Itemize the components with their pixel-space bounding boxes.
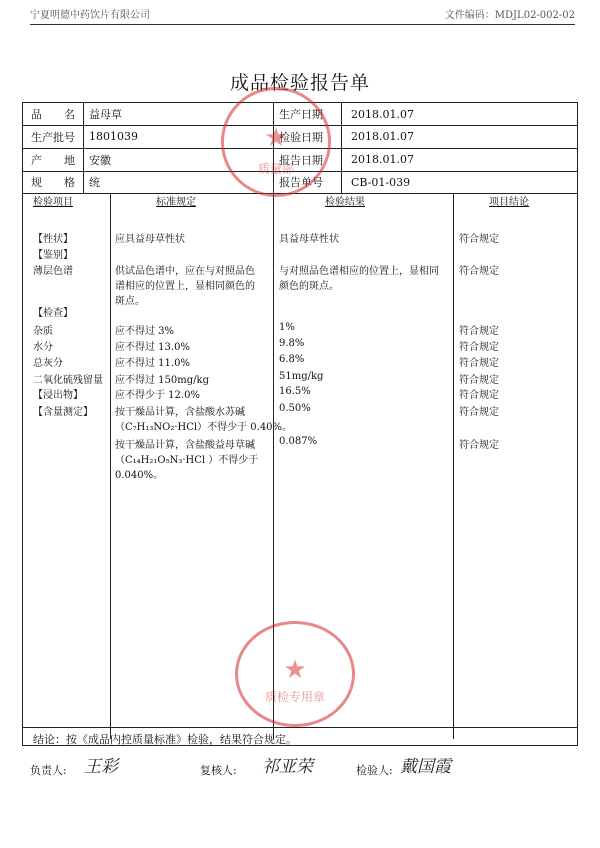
row-conclusion: 符合规定 [459, 342, 499, 353]
row-conclusion: 符合规定 [459, 440, 499, 451]
report-date-label: 报告日期 [279, 153, 323, 167]
report-no-value: CB-01-039 [351, 175, 411, 189]
row-item: 【含量测定】 [33, 407, 93, 418]
row-standard-line: 应具益母草性状 [115, 234, 185, 245]
col-header-item: 检验项目 [33, 197, 73, 208]
row-result-line: 6.8% [279, 354, 305, 365]
row-item: 【检查】 [33, 308, 73, 319]
report-no-label: 报告单号 [279, 176, 323, 189]
reviewer-label: 复核人: [200, 764, 237, 777]
prod-date-value: 2018.01.07 [351, 107, 414, 121]
row-item: 【鉴别】 [33, 250, 73, 261]
row-result-line: 1% [279, 322, 295, 333]
company-name: 宁夏明德中药饮片有限公司 [30, 10, 150, 21]
row-item: 【性状】 [33, 234, 73, 245]
stamp-star-icon: ★ [283, 655, 307, 685]
row-standard-line: 0.040%。 [115, 470, 164, 481]
row-standard-line: 应不得过 13.0% [115, 342, 190, 353]
row-result-line: 9.8% [279, 338, 305, 349]
row-standard-line: 斑点。 [115, 296, 145, 307]
row-conclusion: 符合规定 [459, 407, 499, 418]
qc-stamp [235, 621, 355, 727]
row-conclusion: 符合规定 [459, 326, 499, 337]
report-date-value: 2018.01.07 [351, 153, 414, 166]
prod-date-label: 生产日期 [279, 108, 323, 121]
batch-value: 1801039 [89, 130, 138, 143]
responsible-label: 负责人: [30, 764, 67, 777]
row-conclusion: 符合规定 [459, 358, 499, 369]
row-standard-line: 应不得过 11.0% [115, 358, 190, 369]
row-result-line: 16.5% [279, 386, 311, 397]
row-result-line: 0.087% [279, 436, 318, 447]
quality-dept-stamp [221, 87, 331, 197]
row-result-line: 51mg/kg [279, 371, 324, 382]
test-date-label: 检验日期 [279, 130, 323, 144]
inspector-label: 检验人: [356, 764, 393, 777]
product-value: 益母草 [89, 108, 122, 121]
col-header-conclusion: 项目结论 [489, 197, 529, 208]
row-conclusion: 符合规定 [459, 390, 499, 401]
row-standard-line: 应不得过 150mg/kg [115, 375, 209, 386]
row-standard-line: （C₁₄H₂₁O₅N₃·HCl ）不得少于 [115, 455, 259, 466]
row-result-line: 0.50% [279, 403, 311, 414]
row-standard-line: 供试品色谱中，应在与对照品色 [115, 266, 255, 277]
product-label: 品 名 [31, 108, 75, 121]
row-standard-line: 应不得过 3% [115, 326, 175, 337]
conclusion-text: 结论：按《成品内控质量标准》检验，结果符合规定。 [33, 733, 297, 746]
row-standard-line: 应不得少于 12.0% [115, 390, 200, 401]
report-title: 成品检验报告单 [229, 72, 370, 94]
row-item: 杂质 [33, 326, 53, 337]
batch-label: 生产批号 [31, 130, 75, 144]
row-standard-line: 按干燥品计算，含盐酸水苏碱 [115, 407, 245, 418]
row-conclusion: 符合规定 [459, 234, 499, 245]
row-conclusion: 符合规定 [459, 266, 499, 277]
row-result-line: 具益母草性状 [279, 234, 339, 245]
row-item: 二氧化硫残留量 [33, 375, 103, 386]
test-date-value: 2018.01.07 [351, 130, 414, 143]
row-standard-line: 谱相应的位置上，显相同颜色的 [115, 281, 255, 292]
document-header [30, 0, 575, 25]
document-code: 文件编码：MDJL02-002-02 [444, 10, 575, 21]
responsible-signature: 王彩 [84, 757, 118, 777]
row-result-line: 颜色的斑点。 [279, 281, 339, 292]
row-item: 水分 [33, 342, 53, 353]
row-standard-line: （C₇H₁₃NO₂·HCl）不得少于 0.40%。 [115, 422, 293, 433]
row-result-line: 与对照品色谱相应的位置上，显相同 [279, 266, 439, 277]
origin-label: 产 地 [31, 153, 75, 167]
row-item: 薄层色谱 [33, 266, 73, 277]
stamp-star-icon: ★ [264, 122, 288, 153]
row-standard-line: 按干燥品计算，含盐酸益母草碱 [115, 440, 255, 451]
col-header-standard: 标准规定 [156, 197, 196, 208]
row-conclusion: 符合规定 [459, 375, 499, 386]
origin-value: 安徽 [89, 153, 111, 167]
spec-label: 规 格 [31, 176, 75, 189]
col-header-result: 检验结果 [325, 197, 365, 208]
spec-value: 统 [89, 176, 100, 189]
stamp-bottom-text: 质检专用章 [264, 690, 325, 704]
report-table [22, 102, 578, 746]
stamp-bottom-text: 质量部 [257, 162, 294, 176]
row-item: 【浸出物】 [33, 390, 83, 401]
inspector-signature: 戴国霞 [400, 757, 451, 777]
reviewer-signature: 祁亚荣 [262, 757, 313, 777]
row-item: 总灰分 [33, 358, 63, 369]
conclusion-row [23, 727, 577, 747]
